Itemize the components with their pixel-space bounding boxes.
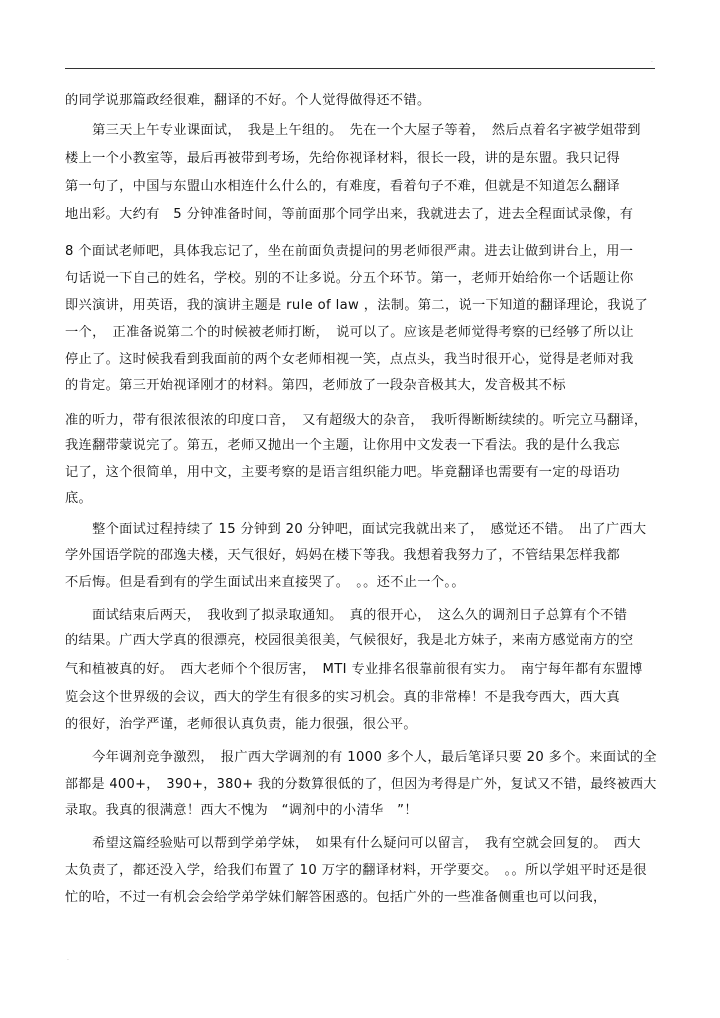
text-line: 学外国语学院的邵逸夫楼，天气很好，妈妈在楼下等我。我想着我努力了，不管结果怎样我都 xyxy=(65,548,621,563)
text-line: 一个， 正准备说第二个的时候被老师打断， 说可以了。应该是老师觉得考察的已经够了所以让 xyxy=(65,325,634,340)
header-rule xyxy=(65,68,655,69)
text-line: 地出彩。大约有 5 分钟准备时间，等前面那个同学出来，我就进去了，进去全程面试录像，有 xyxy=(65,207,634,222)
text-line: 记了，这个很简单，用中文，主要考察的是语言组织能力吧。毕竟翻译也需要有一定的母语功 xyxy=(65,465,621,480)
text-line: 太负责了，都还没入学，给我们布置了 10 万字的翻译材料，开学要交。 。。所以学姐平时还是很 xyxy=(65,863,647,878)
text-line: 8 个面试老师吧，具体我忘记了，坐在前面负责提问的男老师很严肃。进去让做到讲台上，用一 xyxy=(65,244,634,259)
text-line: 览会这个世界级的会议，西大的学生有很多的实习机会。真的非常棒！不是我夸西大，西大真 xyxy=(65,690,621,705)
text-line: 录取。我真的很满意！西大不愧为 “调剂中的小清华 ”！ xyxy=(65,803,418,818)
text-line: 准的听力，带有很浓很浓的印度口音， 又有超级大的杂音， 我听得断断续续的。听完立马翻译， xyxy=(65,413,648,428)
text-line: 第三天上午专业课面试， 我是上午组的。 先在一个大屋子等着， 然后点着名字被学姐带到 xyxy=(65,123,641,138)
text-line: 希望这篇经验贴可以帮到学弟学妹， 如果有什么疑问可以留言， 我有空就会回复的。 西大 xyxy=(65,836,641,851)
text-line: 底。 xyxy=(65,491,93,506)
text-line: 部都是 400+， 390+，380+ 我的分数算很低的了，但因为考得是广外，复试又不错，最终被西大 xyxy=(65,777,657,792)
text-line: 的很好，治学严谨，老师很认真负责，能力很强，很公平。 xyxy=(65,717,417,732)
text-line: 的同学说那篇政经很难，翻译的不好。个人觉得做得还不错。 xyxy=(65,93,431,108)
text-line: 句话说一下自己的姓名，学校。别的不让多说。分五个环节。第一，老师开始给你一个话题让你 xyxy=(65,271,634,286)
text-line: 今年调剂竞争激烈， 报广西大学调剂的有 1000 多个人，最后笔译只要 20 多个。来面试的全 xyxy=(65,750,657,765)
page-mark-top: . xyxy=(651,57,653,64)
page-mark-bottom: . xyxy=(67,955,69,962)
text-line: 我连翻带蒙说完了。第五，老师又抛出一个主题，让你用中文发表一下看法。我的是什么我忘 xyxy=(65,438,621,453)
text-line: 整个面试过程持续了 15 分钟到 20 分钟吧，面试完我就出来了， 感觉还不错。 出了广西大 xyxy=(65,522,647,537)
text-line: 面试结束后两天， 我收到了拟录取通知。 真的很开心， 这么久的调剂日子总算有个不错 xyxy=(65,608,628,623)
text-line: 停止了。这时候我看到我面前的两个女老师相视一笑，点点头，我当时很开心，觉得是老师对我 xyxy=(65,352,634,367)
text-line: 忙的哈，不过一有机会会给学弟学妹们解答困惑的。包括广外的一些准备侧重也可以问我， xyxy=(65,890,607,905)
text-line: 的结果。广西大学真的很漂亮，校园很美很美，气候很好，我是北方妹子，来南方感觉南方的空 xyxy=(65,633,634,648)
text-line: 即兴演讲，用英语，我的演讲主题是 rule of law ，法制。第二，说一下知道的翻译理论，我说了 xyxy=(65,298,649,313)
text-line: 气和植被真的好。 西大老师个个很厉害， MTI 专业排名很靠前很有实力。 南宁每年都有东盟博 xyxy=(65,662,643,677)
text-line: 的肯定。第三开始视译刚才的材料。第四，老师放了一段杂音极其大，发音极其不标 xyxy=(65,378,566,393)
text-line: 楼上一个小教室等，最后再被带到考场，先给你视译材料，很长一段，讲的是东盟。我只记得 xyxy=(65,151,621,166)
text-line: 第一句了，中国与东盟山水相连什么什么的，有难度，看着句子不难，但就是不知道怎么翻译 xyxy=(65,179,621,194)
text-line: 不后悔。但是看到有的学生面试出来直接哭了。 。。还不止一个。。 xyxy=(65,575,465,590)
